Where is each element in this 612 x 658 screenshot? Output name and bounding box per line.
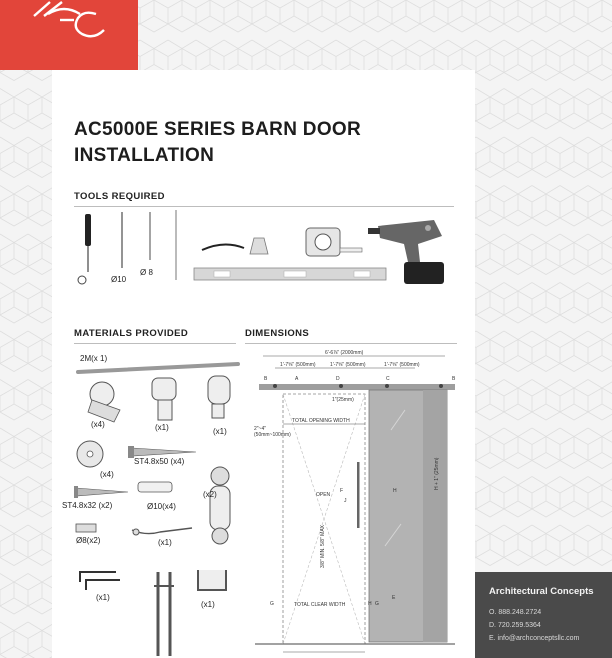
tools-divider bbox=[74, 206, 454, 207]
screw-small-icon bbox=[74, 486, 128, 498]
instruction-sheet bbox=[52, 70, 475, 658]
hex-key-qty: (x1) bbox=[96, 593, 110, 602]
company-name: Architectural Concepts bbox=[489, 586, 594, 597]
tag-j: J bbox=[344, 498, 347, 504]
dim-side-gap: 2"~4" (50mm~100mm) bbox=[254, 426, 291, 438]
rail-label: 2M(x 1) bbox=[80, 354, 108, 363]
dim-seg-1: 1'-7⅝" (500mm) bbox=[280, 362, 316, 368]
hanger-wheel-icon bbox=[88, 382, 120, 422]
dim-seg-2: 1'-7⅝" (500mm) bbox=[330, 362, 366, 368]
dim-seg-3: 1'-7⅝" (500mm) bbox=[384, 362, 420, 368]
screw-large-label: ST4.8x50 (x4) bbox=[134, 457, 185, 466]
anti-jump-qty: (x1) bbox=[158, 538, 172, 547]
anchor-label: Ø10(x4) bbox=[147, 502, 176, 511]
tag-b-right: B bbox=[452, 376, 456, 382]
door-handle-bar bbox=[357, 462, 360, 528]
dim-clear-width: TOTAL CLEAR WIDTH bbox=[294, 602, 346, 608]
ac-monogram-logo-icon bbox=[0, 0, 138, 70]
dim-top-gap: 1"(25mm) bbox=[332, 397, 354, 403]
screwdriver-icon bbox=[78, 214, 91, 284]
dim-opening-width: TOTAL OPENING WIDTH bbox=[292, 418, 350, 424]
tape-measure-icon bbox=[306, 228, 362, 256]
floor-guide-icon bbox=[198, 570, 226, 590]
drill-bit-10-label: Ø10 bbox=[111, 275, 127, 284]
email-link[interactable]: E. info@archconceptsllc.com bbox=[489, 635, 580, 642]
dim-floor-gap: 3/8" MIN. 5/8" MAX bbox=[320, 524, 326, 568]
tag-a: A bbox=[295, 376, 299, 382]
floor-guide-qty: (x1) bbox=[201, 600, 215, 609]
wall-anchor-icon bbox=[138, 482, 172, 492]
tag-h-bottom: H bbox=[368, 601, 372, 607]
dimensions-heading: DIMENSIONS bbox=[245, 328, 310, 339]
page-title bbox=[74, 117, 434, 169]
roller-guide-icon bbox=[210, 467, 230, 544]
tag-h-door: H bbox=[393, 488, 397, 494]
brand-logo-block bbox=[0, 0, 138, 70]
tag-c: C bbox=[386, 376, 390, 382]
dim-total-width: 6'-6⅞" (2000mm) bbox=[325, 350, 364, 356]
track-rail-icon bbox=[78, 364, 238, 372]
chalk-line-icon bbox=[202, 238, 268, 254]
tag-d: D bbox=[336, 376, 340, 382]
tag-b-left: B bbox=[264, 376, 268, 382]
washer-icon bbox=[77, 441, 103, 467]
spirit-level-icon bbox=[194, 268, 386, 280]
end-cap-qty: (x1) bbox=[213, 427, 227, 436]
tools-illustrations bbox=[74, 210, 454, 292]
bolt-icon bbox=[76, 524, 96, 532]
roller-guide-qty: (x2) bbox=[203, 490, 217, 499]
tag-f: F bbox=[340, 488, 344, 494]
label-open: OPEN bbox=[316, 492, 331, 498]
dimensions-divider bbox=[245, 343, 457, 344]
dimension-drawing bbox=[245, 346, 463, 658]
tag-g-right: G bbox=[375, 601, 379, 607]
stopper-icon bbox=[152, 378, 176, 420]
bolt-label: Ø8(x2) bbox=[76, 536, 101, 545]
materials-divider bbox=[74, 343, 236, 344]
tag-g-left: G bbox=[270, 601, 274, 607]
washer-qty: (x4) bbox=[100, 470, 114, 479]
title-line-1: AC5000E SERIES BARN DOOR bbox=[74, 119, 361, 140]
hex-key-icon bbox=[80, 572, 120, 590]
stopper-qty: (x1) bbox=[155, 423, 169, 432]
screw-small-label: ST4.8x32 (x2) bbox=[62, 501, 113, 510]
door-handle-icon bbox=[154, 572, 174, 656]
hanger-wheel-qty: (x4) bbox=[91, 420, 105, 429]
contact-box bbox=[475, 572, 612, 658]
tools-heading: TOOLS REQUIRED bbox=[74, 191, 165, 202]
dim-height: H + 1" (25mm) bbox=[434, 457, 440, 490]
title-line-2: INSTALLATION bbox=[74, 145, 215, 166]
drill-bit-8-label: Ø 8 bbox=[140, 268, 153, 277]
tag-e: E bbox=[392, 595, 396, 601]
end-cap-icon bbox=[208, 376, 230, 418]
materials-heading: MATERIALS PROVIDED bbox=[74, 328, 189, 339]
anti-jump-icon bbox=[132, 528, 192, 535]
direct-phone[interactable]: D. 720.259.5364 bbox=[489, 622, 541, 629]
office-phone[interactable]: O. 888.248.2724 bbox=[489, 609, 542, 616]
